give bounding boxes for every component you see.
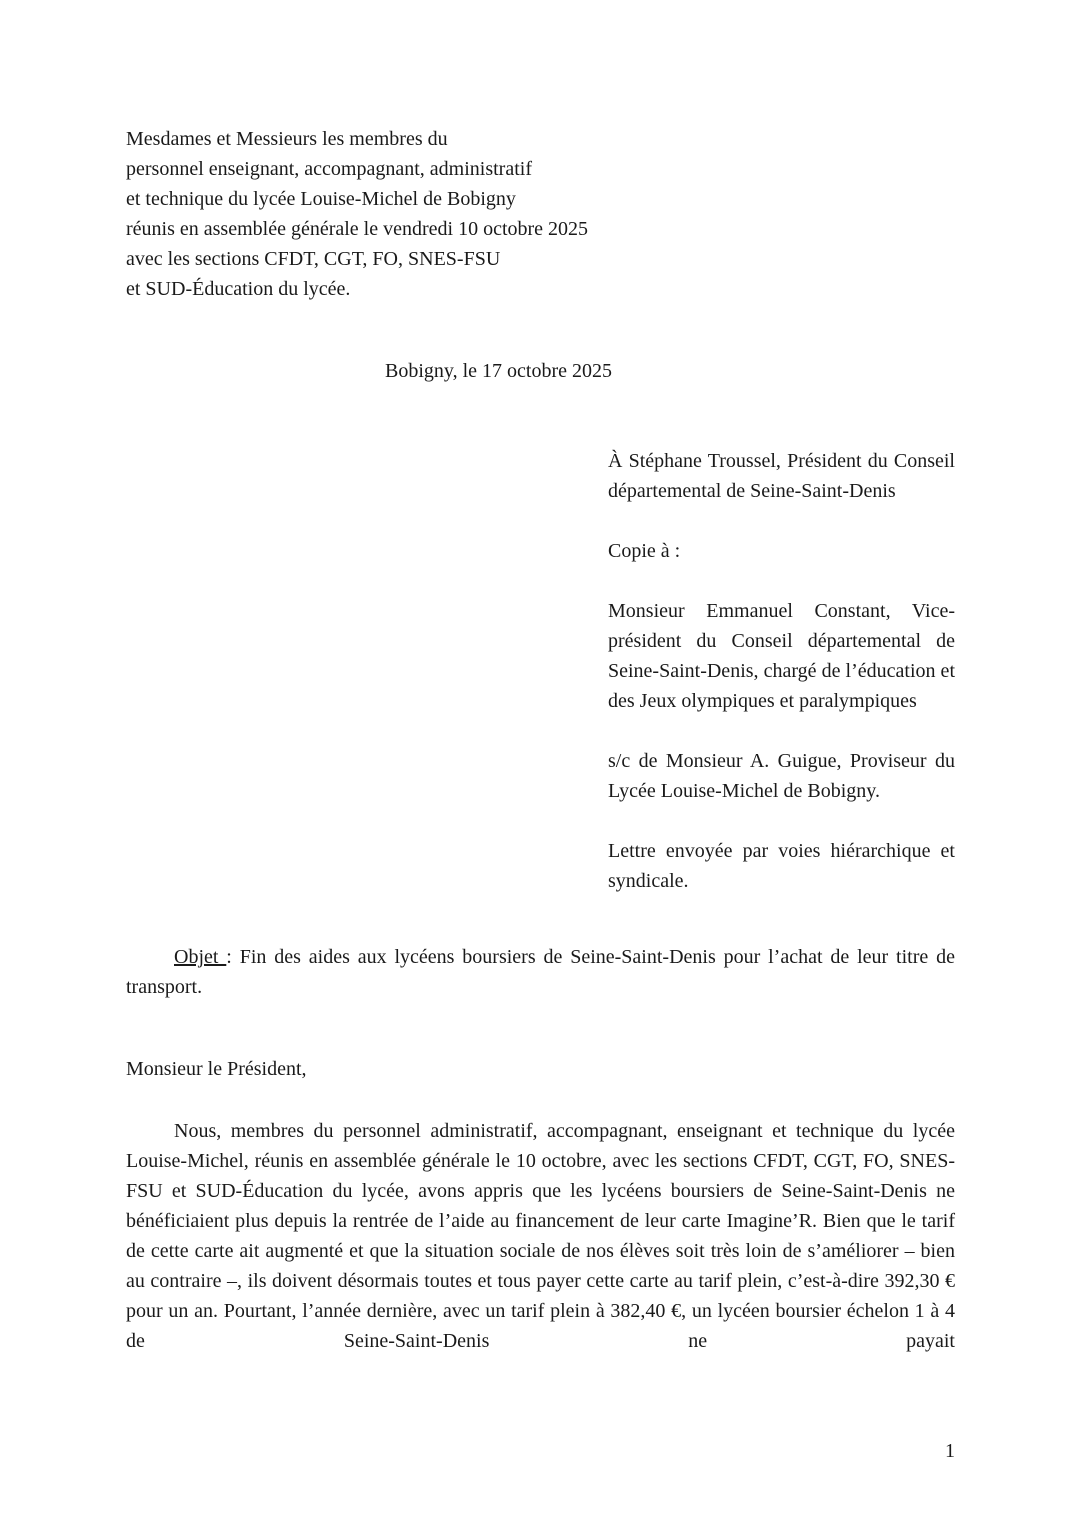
sender-line: personnel enseignant, accompagnant, administratif xyxy=(126,158,532,180)
sending-note: Lettre envoyée par voies hiérarchique et syndicale. xyxy=(608,840,955,892)
body-paragraph: Nous, membres du personnel administratif, accompagnant, enseignant et technique du lycée Louise-Michel, réunis en assemblée générale le 10 octobre, avec les sections CFDT, CGT, FO, SNES-FSU et SUD-Éducation du lycée, avons appris que les lycéens boursiers de Seine-Saint-Denis ne bénéficiaient plus depuis la rentrée de l’aide au financement de leur carte Imagine’R. Bien que le tarif de cette carte ait augmenté et que la situation sociale de nos élèves soit très loin de s’améliorer – bien au contraire –, ils doivent désormais toutes et tous payer cette carte au tarif plein, c’est-à-dire 392,30 € pour un an. Pourtant, l’année dernière, avec un tarif plein à 382,40 €, un lycéen boursier échelon 1 à 4 de Seine-Saint-Denis ne payait xyxy=(126,1120,955,1352)
page-number: 1 xyxy=(945,1440,955,1462)
salutation: Monsieur le Président, xyxy=(126,1058,307,1080)
copy-recipient: Monsieur Emmanuel Constant, Vice-président du Conseil départemental de Seine-Saint-Denis, chargé de l’éducation et des Jeux olympiques et paralympiques xyxy=(608,600,955,712)
recipient-block xyxy=(608,446,955,896)
subject-line xyxy=(126,942,955,1002)
addressee: À Stéphane Troussel, Président du Conseil départemental de Seine-Saint-Denis xyxy=(608,450,955,502)
sender-line: et SUD-Éducation du lycée. xyxy=(126,278,351,300)
sender-block xyxy=(126,124,955,304)
subject-text: : Fin des aides aux lycéens boursiers de Seine-Saint-Denis pour l’achat de leur titre de transport. xyxy=(126,946,955,998)
sender-line: et technique du lycée Louise-Michel de Bobigny xyxy=(126,188,516,210)
copy-label: Copie à : xyxy=(608,540,681,562)
via-line: s/c de Monsieur A. Guigue, Proviseur du Lycée Louise-Michel de Bobigny. xyxy=(608,750,955,802)
sender-line: avec les sections CFDT, CGT, FO, SNES-FSU xyxy=(126,248,501,270)
sender-line: réunis en assemblée générale le vendredi 10 octobre 2025 xyxy=(126,218,589,240)
dateline: Bobigny, le 17 octobre 2025 xyxy=(385,360,613,382)
subject-label: Objet xyxy=(174,946,227,968)
sender-line: Mesdames et Messieurs les membres du xyxy=(126,128,448,150)
